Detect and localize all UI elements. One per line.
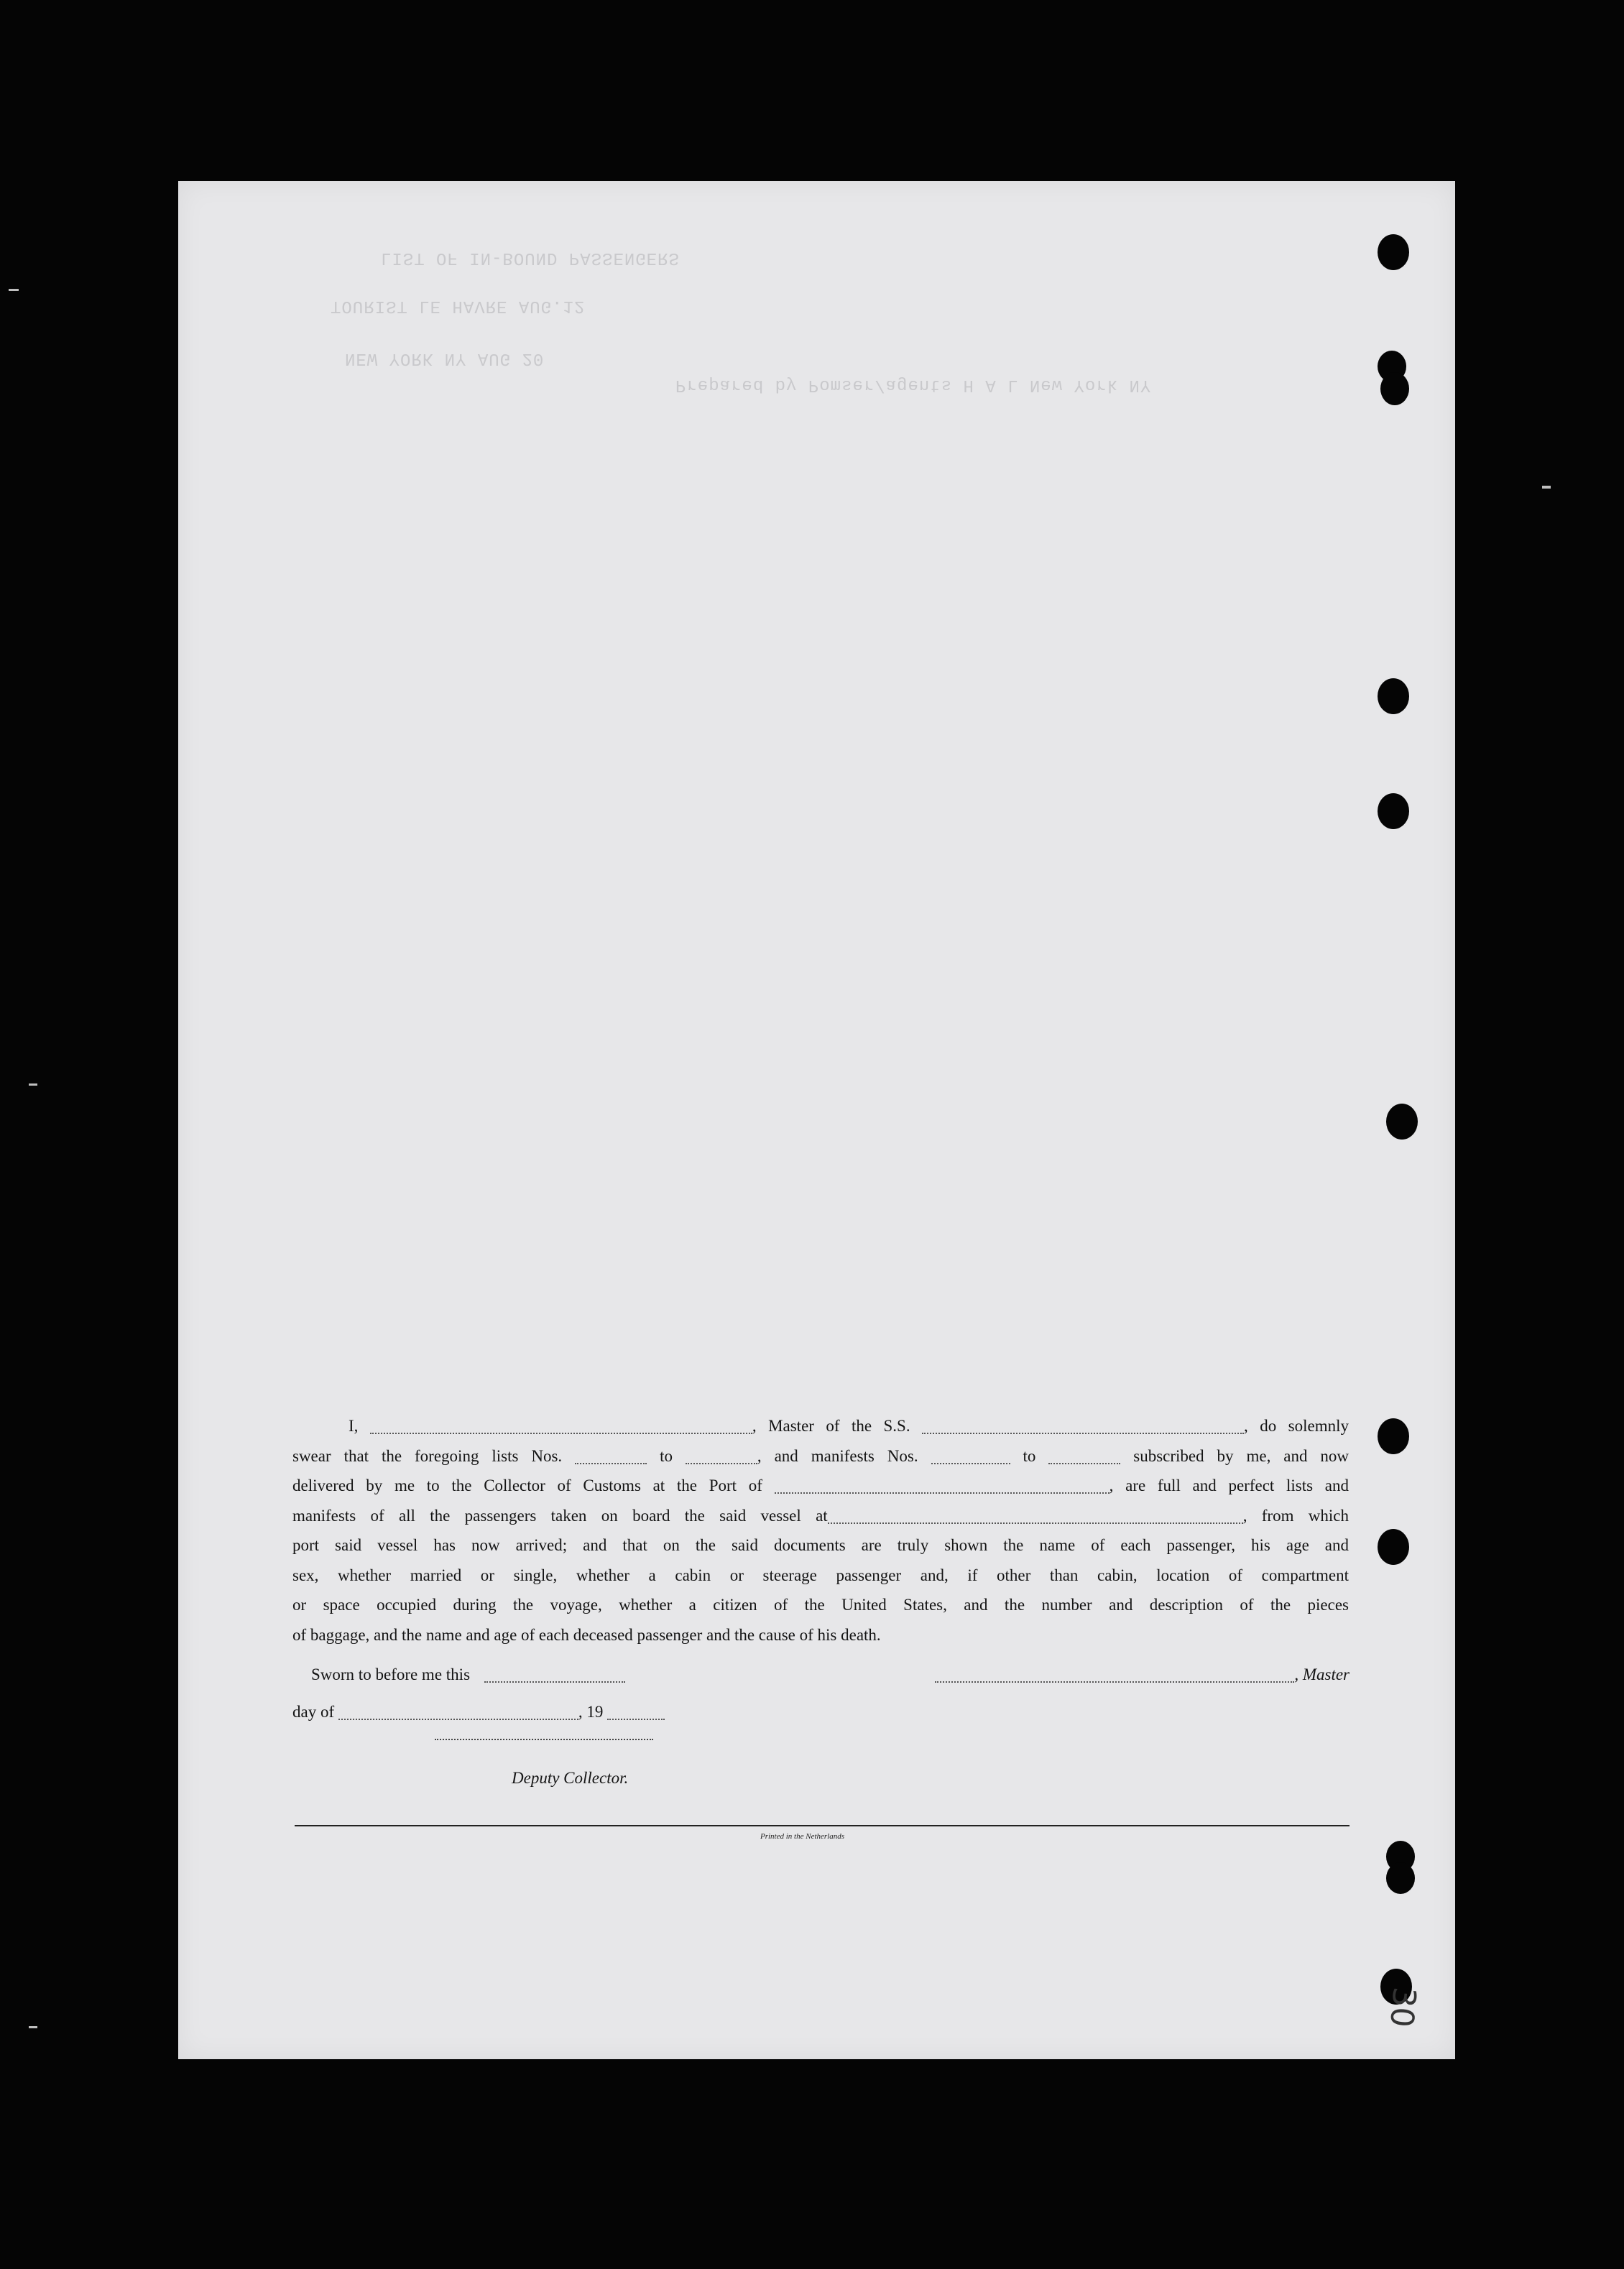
scan-mark bbox=[1542, 486, 1551, 489]
punch-hole bbox=[1378, 1418, 1409, 1454]
bleed-through-text: Prepared by Pomser/agents H A L New York NY bbox=[675, 375, 1152, 394]
scan-mark bbox=[29, 1083, 37, 1086]
blank-field bbox=[1048, 1463, 1120, 1464]
punch-hole bbox=[1386, 1862, 1415, 1894]
declaration-text: delivered by me to the Collector of Customs at the Port of bbox=[292, 1477, 762, 1494]
declaration-text: , and manifests Nos. bbox=[757, 1446, 918, 1465]
declaration-text: , do solemnly bbox=[1244, 1417, 1350, 1435]
punch-hole bbox=[1378, 678, 1409, 714]
declaration-text: , are full and perfect lists and bbox=[1109, 1477, 1350, 1494]
punch-hole bbox=[1378, 1529, 1409, 1565]
declaration-line: of baggage, and the name and age of each deceased passenger and the cause of his death. bbox=[292, 1625, 881, 1644]
sworn-label: Sworn to before me this bbox=[311, 1665, 471, 1683]
signature-field bbox=[935, 1681, 1294, 1683]
declaration-text: , Master of the S.S. bbox=[752, 1417, 910, 1435]
declaration-line: sex, whether married or single, whether a cabin or steerage passenger and, if other than cabin, location of compartment bbox=[292, 1566, 1349, 1584]
blank-field bbox=[607, 1719, 665, 1720]
declaration-text: to bbox=[660, 1446, 673, 1465]
deputy-signature-field bbox=[435, 1739, 653, 1740]
scan-mark bbox=[29, 2026, 37, 2028]
handwritten-page-number: 30 bbox=[1383, 1985, 1423, 2029]
declaration-text: I, bbox=[349, 1417, 359, 1435]
printed-in-label: Printed in the Netherlands bbox=[760, 1832, 845, 1841]
blank-field bbox=[484, 1681, 625, 1683]
masters-declaration bbox=[292, 1411, 1349, 1650]
declaration-text: , from which bbox=[1242, 1506, 1349, 1525]
deputy-collector-label: Deputy Collector. bbox=[512, 1769, 629, 1787]
blank-field bbox=[338, 1719, 578, 1720]
blank-field bbox=[828, 1522, 1243, 1524]
footer-rule bbox=[295, 1825, 1350, 1826]
blank-field bbox=[575, 1463, 647, 1464]
declaration-line bbox=[292, 1501, 1349, 1531]
declaration-line bbox=[292, 1471, 1349, 1501]
declaration-text: subscribed by me, and now bbox=[1133, 1446, 1350, 1465]
bleed-through-text: TOURIST LE HAVRE AUG.12 bbox=[331, 296, 586, 315]
blank-field bbox=[686, 1463, 757, 1464]
day-of-line bbox=[292, 1703, 665, 1722]
bleed-through-text: LIST OF IN-BOUND PASSENGERS bbox=[381, 248, 680, 267]
punch-hole bbox=[1380, 372, 1409, 405]
declaration-line: or space occupied during the voyage, whether a citizen of the United States, and the number and description of the pieces bbox=[292, 1596, 1349, 1614]
punch-hole bbox=[1378, 234, 1409, 270]
bleed-through-text: NEW YORK NY AUG 20 bbox=[345, 348, 545, 368]
day-of-label: day of bbox=[292, 1703, 335, 1721]
declaration-text: swear that the foregoing lists Nos. bbox=[292, 1446, 563, 1465]
blank-field bbox=[931, 1463, 1010, 1464]
blank-field bbox=[922, 1433, 1244, 1434]
year-label: , 19 bbox=[578, 1703, 604, 1721]
declaration-line: port said vessel has now arrived; and that on the said documents are truly shown the name of each passenger, his age and bbox=[292, 1536, 1349, 1554]
blank-field bbox=[370, 1433, 752, 1434]
declaration-text: manifests of all the passengers taken on board the said vessel at bbox=[292, 1506, 828, 1525]
master-label: , Master bbox=[1294, 1665, 1350, 1683]
manifest-page bbox=[178, 181, 1455, 2059]
master-signature-line bbox=[920, 1665, 1350, 1684]
declaration-text: to bbox=[1023, 1446, 1036, 1465]
blank-field bbox=[775, 1492, 1109, 1494]
sworn-before-line bbox=[311, 1665, 625, 1684]
punch-hole bbox=[1378, 793, 1409, 829]
declaration-line bbox=[292, 1411, 1349, 1441]
punch-hole bbox=[1386, 1104, 1418, 1140]
declaration-line bbox=[292, 1441, 1349, 1471]
scan-mark bbox=[9, 289, 19, 291]
